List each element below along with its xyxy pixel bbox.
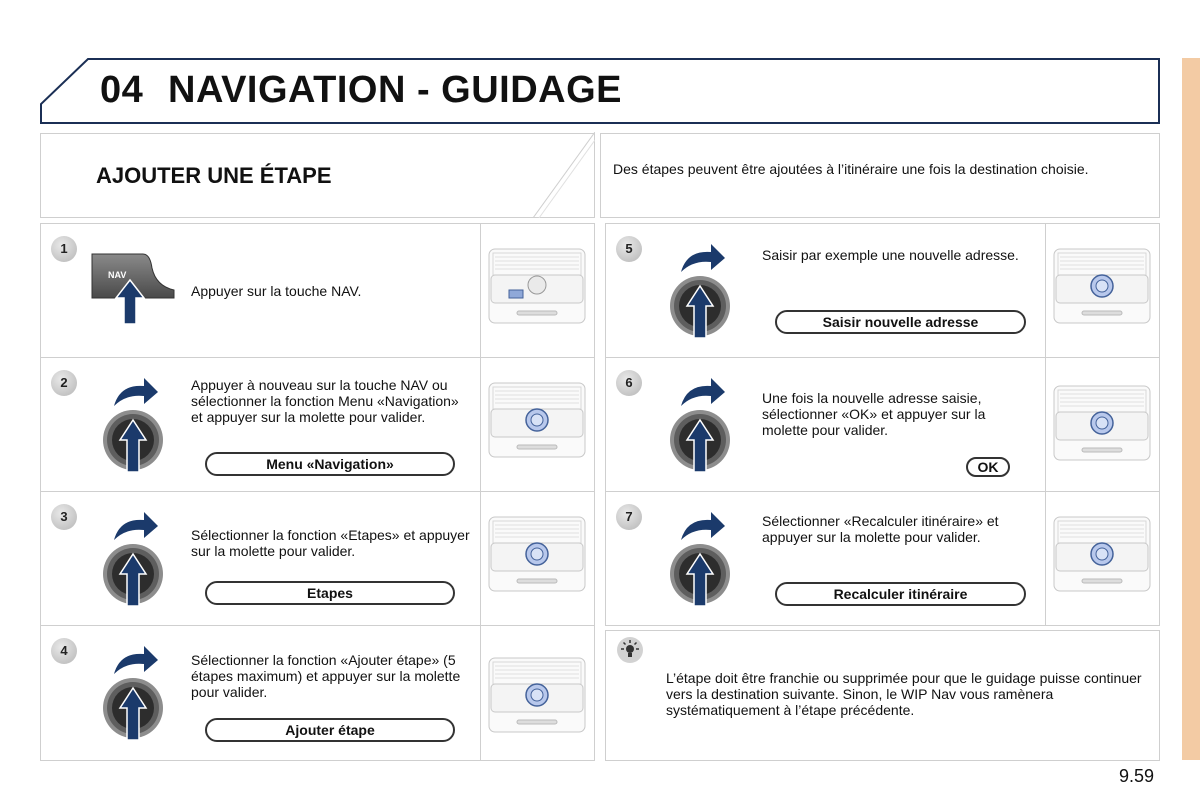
nav-button-label: NAV — [108, 270, 127, 280]
rotary-knob-icon — [667, 372, 737, 478]
corner-fold — [533, 132, 595, 218]
lightbulb-icon — [616, 636, 644, 664]
rotary-knob-icon — [667, 238, 737, 344]
row-divider — [605, 357, 1160, 358]
step-number: 4 — [51, 638, 77, 664]
section-title: AJOUTER UNE ÉTAPE — [96, 163, 332, 188]
step-text: Sélectionner «Recalculer itinéraire» et appuyer sur la molette pour valider. — [762, 513, 999, 545]
radio-panel-illustration — [1052, 515, 1152, 593]
step-text: Appuyer à nouveau sur la touche NAV ou sélectionner la fonction Menu «Navigation» et appuyer sur la molette pour valider. — [191, 377, 459, 425]
step-number: 3 — [51, 504, 77, 530]
radio-panel-illustration — [487, 656, 587, 734]
radio-panel-illustration — [487, 381, 587, 459]
step-text: Sélectionner la fonction «Ajouter étape» (5 étapes maximum) et appuyer sur la molette pour valider. — [191, 652, 461, 700]
radio-panel-illustration — [487, 515, 587, 593]
step-text: Saisir par exemple une nouvelle adresse. — [762, 247, 1019, 263]
intro-box — [600, 133, 1160, 218]
step-number: 5 — [616, 236, 642, 262]
chapter-header — [40, 58, 1160, 124]
step-number: 1 — [51, 236, 77, 262]
rotary-knob-icon — [100, 640, 170, 746]
saisir-nouvelle-adresse-option[interactable]: Saisir nouvelle adresse — [775, 310, 1026, 334]
row-divider — [40, 491, 595, 492]
section-title-box — [40, 133, 595, 218]
row-divider — [605, 491, 1160, 492]
device-column-divider-left — [480, 223, 481, 761]
rotary-knob-icon — [100, 372, 170, 478]
page-number: 9.59 — [1119, 766, 1155, 786]
row-divider — [40, 357, 595, 358]
ajouter-etape-option[interactable]: Ajouter étape — [205, 718, 455, 742]
step-text: Une fois la nouvelle adresse saisie, sélectionner «OK» et appuyer sur la molette pour valider. — [762, 390, 986, 438]
page-title: NAVIGATION - GUIDAGE — [168, 69, 623, 111]
rotary-knob-icon — [100, 506, 170, 612]
chapter-number: 04 — [100, 69, 144, 111]
step-number: 6 — [616, 370, 642, 396]
nav-button-icon — [88, 250, 178, 326]
rotary-knob-icon — [667, 506, 737, 612]
intro-text: Des étapes peuvent être ajoutées à l’itinéraire une fois la destination choisie. — [613, 161, 1089, 177]
radio-panel-illustration — [1052, 384, 1152, 462]
step-text: Sélectionner la fonction «Etapes» et appuyer sur la molette pour valider. — [191, 527, 470, 559]
step-number: 2 — [51, 370, 77, 396]
step-number: 7 — [616, 504, 642, 530]
device-column-divider-right — [1045, 223, 1046, 626]
radio-panel-illustration — [487, 247, 587, 325]
row-divider — [40, 625, 595, 626]
ok-option[interactable]: OK — [966, 457, 1010, 477]
radio-panel-illustration — [1052, 247, 1152, 325]
chapter-side-tab — [1182, 58, 1200, 760]
recalculer-itineraire-option[interactable]: Recalculer itinéraire — [775, 582, 1026, 606]
etapes-option[interactable]: Etapes — [205, 581, 455, 605]
step-text: Appuyer sur la touche NAV. — [191, 283, 362, 299]
menu-navigation-option[interactable]: Menu «Navigation» — [205, 452, 455, 476]
tip-text: L’étape doit être franchie ou supprimée pour que le guidage puisse continuer vers la destination suivante. Sinon, le WIP Nav vous ramènera systématiquement à l’étape précédente. — [666, 670, 1142, 718]
